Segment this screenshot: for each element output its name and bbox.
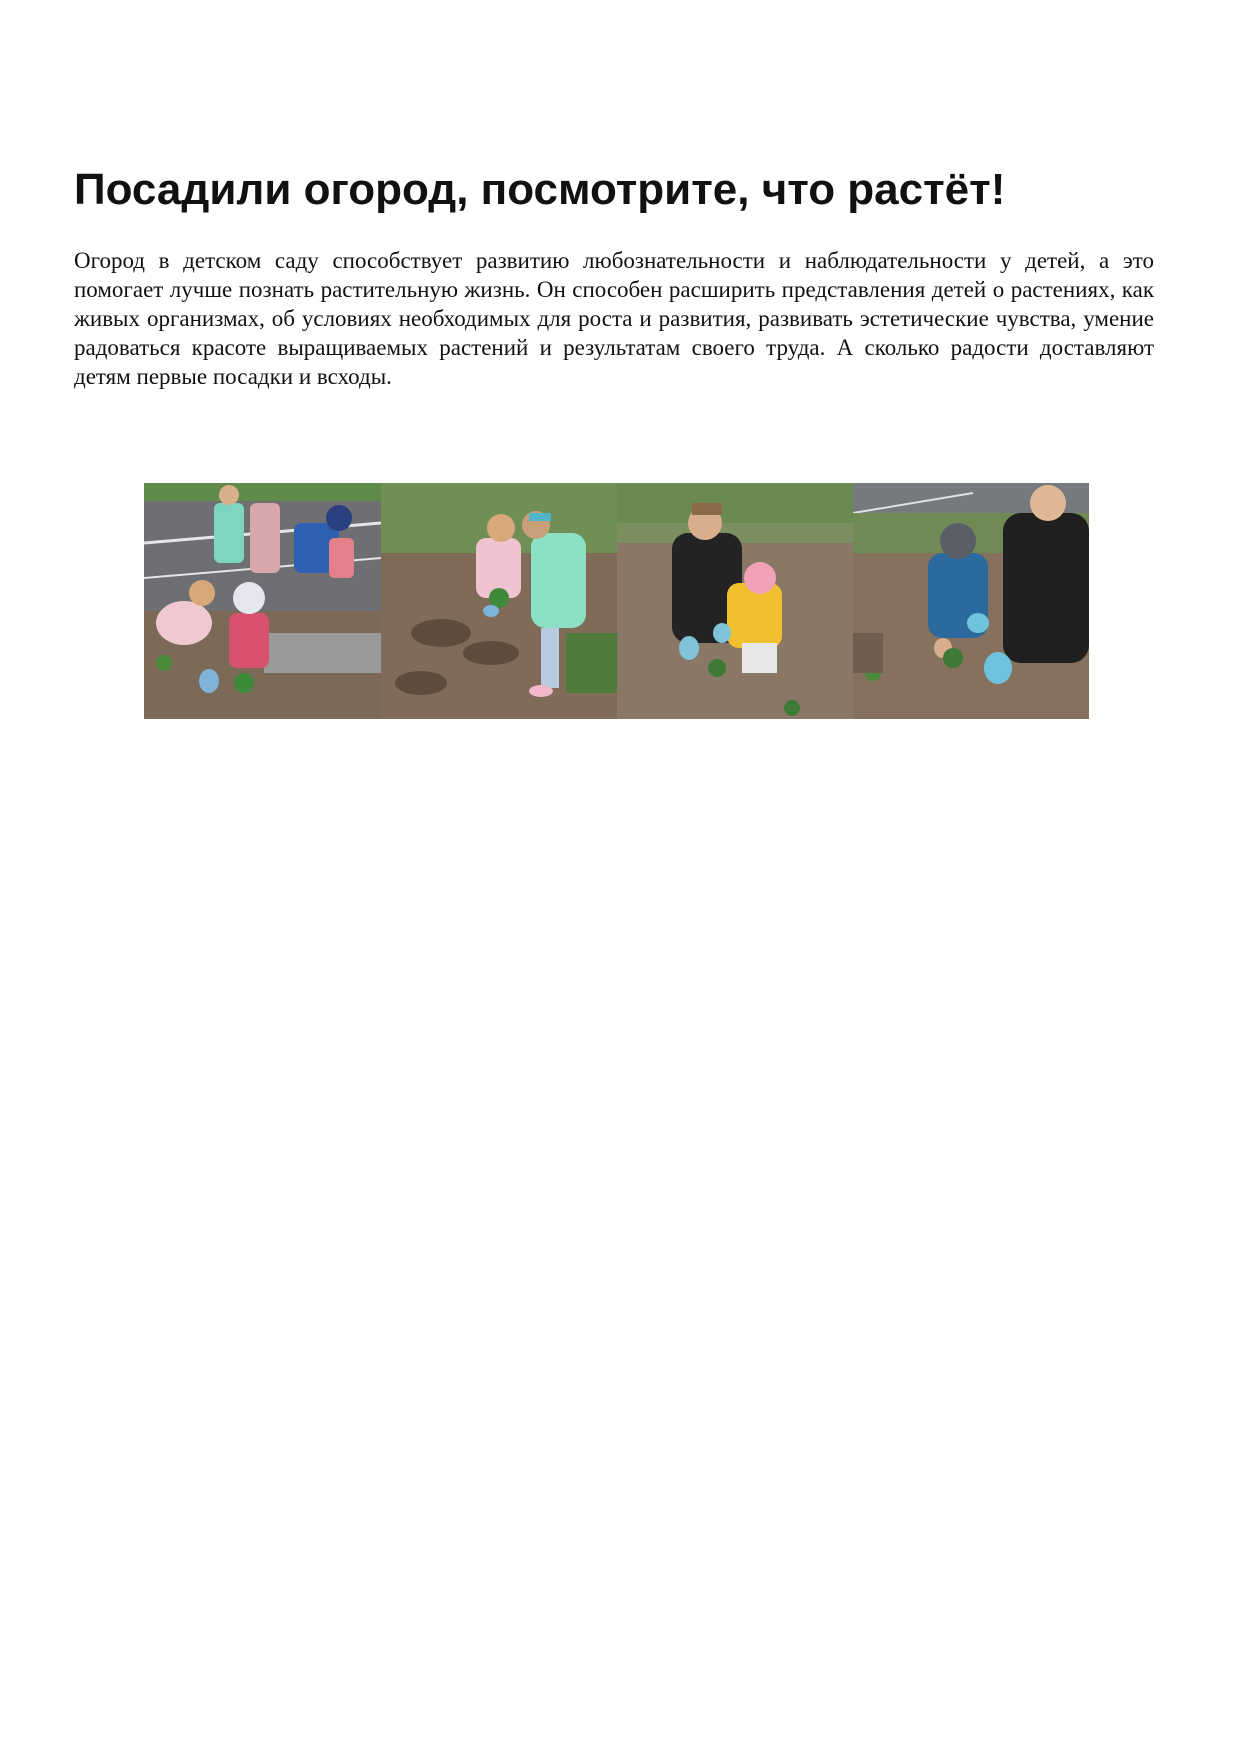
page-title: Посадили огород, посмотрите, что растёт! bbox=[74, 165, 1006, 214]
photo-girls-planting bbox=[381, 483, 617, 719]
photo-woman-child-planting bbox=[617, 483, 853, 719]
article-paragraph: Огород в детском саду способствует развитию любознательности и наблюдательности у детей, а это помогает лучше познать растительную жизнь. Он способен расширить представления детей о растениях, как живых организмах, об условиях необходимых для роста и развития, развивать эстетические чувства, умение радоваться красоте выращиваемых растений и результатам своего труда. А сколько радости доставляют детям первые посадки и всходы. bbox=[74, 248, 1154, 389]
photo-woman-boy-planting bbox=[853, 483, 1089, 719]
photo-collage bbox=[144, 483, 1089, 719]
photo-children-planting bbox=[144, 483, 381, 719]
